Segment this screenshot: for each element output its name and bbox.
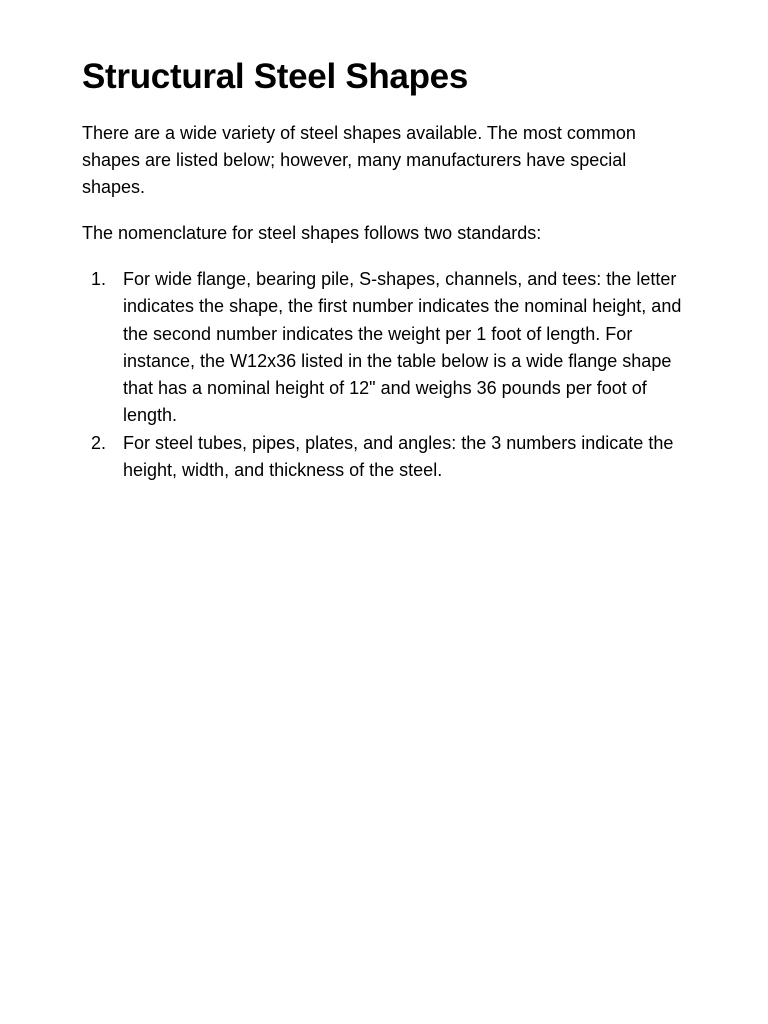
nomenclature-lead: The nomenclature for steel shapes follows two standards: — [82, 223, 542, 243]
list-item — [91, 430, 693, 485]
list-item — [91, 266, 693, 430]
intro-paragraph: There are a wide variety of steel shapes available. The most common shapes are listed below; however, many manufacturers have special shapes. — [82, 123, 636, 197]
page-title: Structural Steel Shapes — [82, 57, 469, 96]
list-item-number: 1. — [91, 269, 107, 289]
list-item-number: 2. — [91, 432, 107, 453]
list-item-text: For wide flange, bearing pile, S-shapes, channels, and tees: the letter indicates the shape, the first number indicates the nominal height, and the second number indicates the weight per 1 foot of length. For instance, the W12x36 listed in the table below is a wide flange shape that has a nominal height of 12" and weighs 36 pounds per foot of length. — [123, 269, 682, 426]
standards-list — [82, 266, 693, 484]
list-item-text: For steel tubes, pipes, plates, and angles: the 3 numbers indicate the height, width, and thickness of the steel. — [123, 432, 674, 481]
